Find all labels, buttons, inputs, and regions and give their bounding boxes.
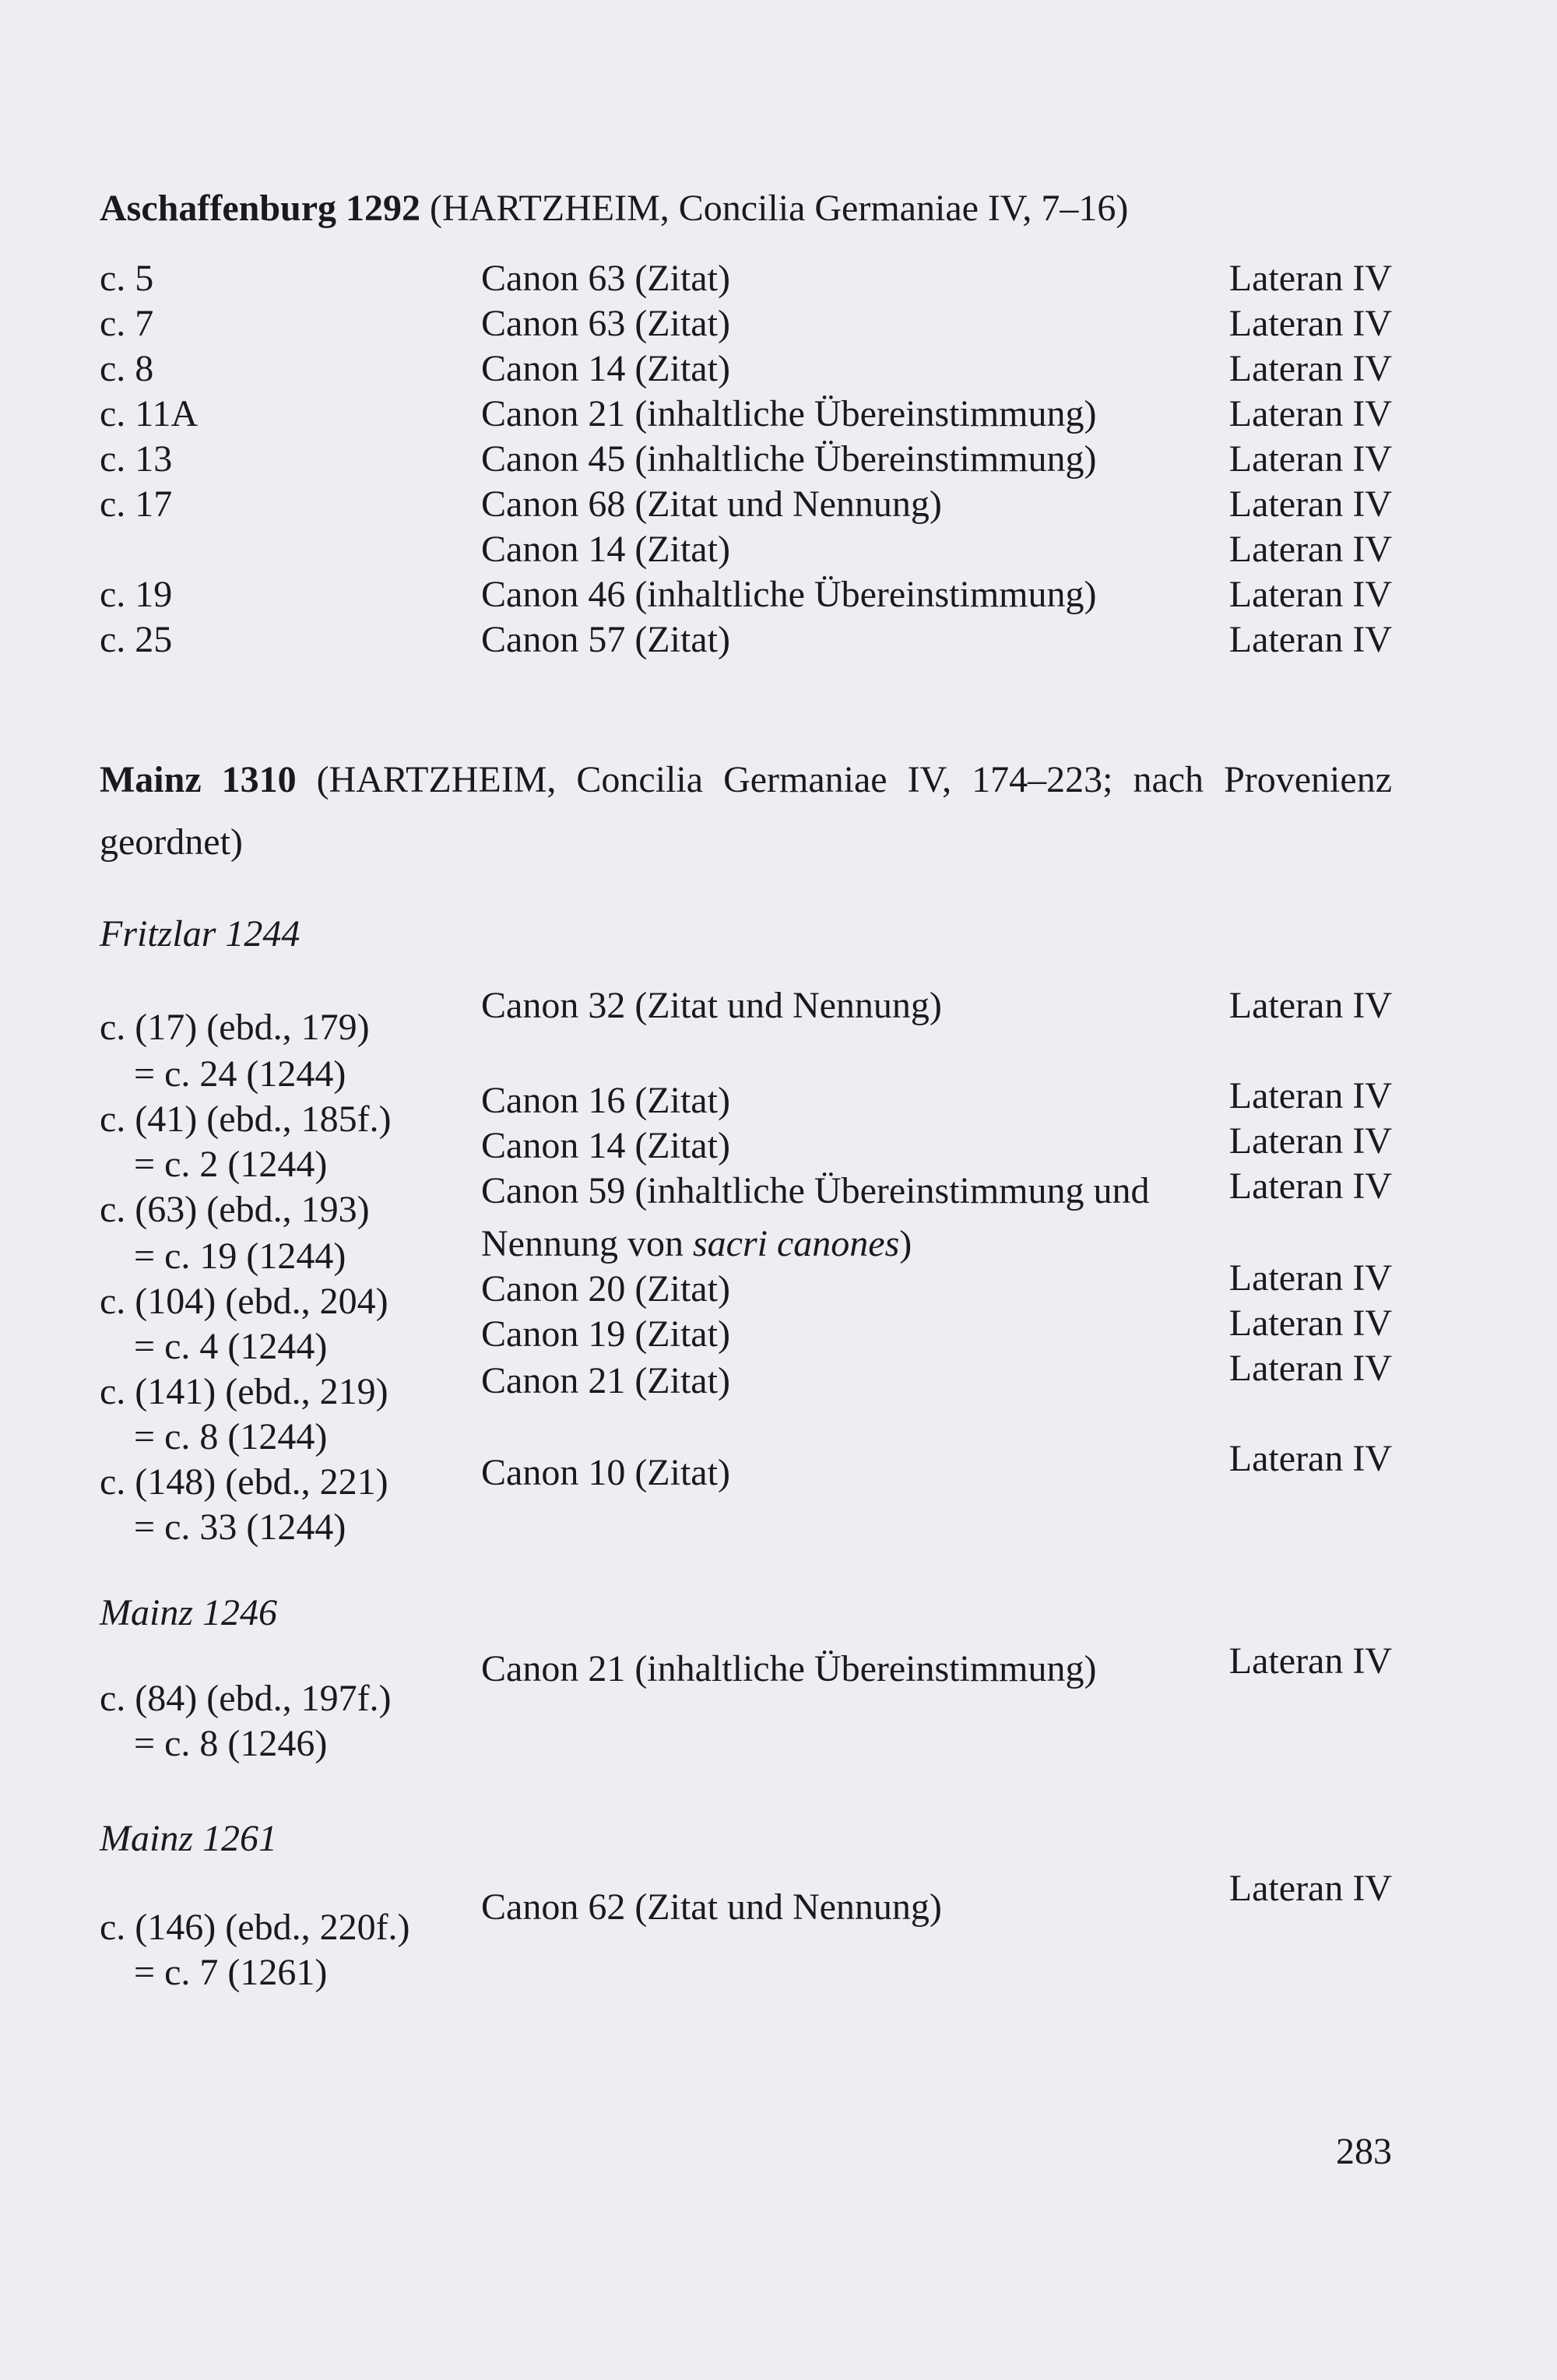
canon-ref: Canon 57 (Zitat) — [481, 619, 730, 660]
canon-ref: Canon 32 (Zitat und Nennung) — [481, 985, 942, 1026]
canon-ref: Canon 63 (Zitat) — [481, 258, 730, 299]
canon-ref: Canon 10 (Zitat) — [481, 1452, 730, 1493]
table-row — [100, 526, 1392, 573]
section-source-continuation: geordnet) — [100, 821, 243, 863]
table-row — [100, 571, 1392, 618]
table-row — [100, 301, 1392, 347]
equivalence-ref: = c. 8 (1244) — [134, 1416, 328, 1457]
table-row — [100, 255, 1392, 302]
council-ref: Lateran IV — [1228, 1640, 1392, 1682]
chapter-ref: c. (104) (ebd., 204) — [100, 1281, 388, 1322]
council-ref: Lateran IV — [1228, 985, 1392, 1026]
equivalence-ref: = c. 24 (1244) — [134, 1053, 346, 1095]
provenance-label-mainz-1261: Mainz 1261 — [100, 1818, 277, 1859]
canon-ref: Canon 68 (Zitat und Nennung) — [481, 483, 942, 525]
canon-ref: Canon 19 (Zitat) — [481, 1313, 730, 1355]
council-ref: Lateran IV — [1228, 1165, 1392, 1207]
table-row — [100, 481, 1392, 528]
table-row — [100, 1459, 1392, 1506]
council-ref: Lateran IV — [1228, 258, 1392, 299]
council-ref: Lateran IV — [1228, 1348, 1392, 1389]
council-ref: Lateran IV — [1228, 574, 1392, 615]
canon-ref: Canon 21 (inhaltliche Übereinstimmung) — [481, 1648, 1097, 1689]
canon-ref: Canon 14 (Zitat) — [481, 1125, 730, 1166]
table-row — [100, 1904, 1392, 1951]
canon-ref: Canon 59 (inhaltliche Übereinstimmung und — [481, 1170, 1150, 1211]
table-row — [100, 1675, 1392, 1722]
chapter-ref: c. 19 — [100, 574, 173, 615]
chapter-ref: c. 25 — [100, 619, 173, 660]
canon-ref: Canon 63 (Zitat) — [481, 303, 730, 344]
canon-ref: Canon 46 (inhaltliche Übereinstimmung) — [481, 574, 1097, 615]
table-row — [100, 617, 1392, 663]
table-row — [100, 346, 1392, 392]
council-ref: Lateran IV — [1228, 1075, 1392, 1116]
canon-ref: Canon 16 (Zitat) — [481, 1080, 730, 1121]
table-row — [100, 1504, 1392, 1551]
chapter-ref: c. (148) (ebd., 221) — [100, 1461, 388, 1503]
table-row — [100, 391, 1392, 438]
chapter-ref: c. (63) (ebd., 193) — [100, 1189, 370, 1230]
provenance-label-mainz-1246: Mainz 1246 — [100, 1592, 277, 1633]
chapter-ref: c. 13 — [100, 438, 173, 480]
canon-italic-term: sacri canones — [692, 1223, 900, 1264]
section-source: (HARTZHEIM, Concilia Germaniae IV, 7–16) — [430, 188, 1129, 229]
chapter-ref: c. 11A — [100, 393, 199, 434]
table-row — [100, 1369, 1392, 1415]
council-ref: Lateran IV — [1228, 1257, 1392, 1299]
section-title: Mainz 1310 — [100, 759, 297, 800]
table-row — [100, 1721, 1392, 1767]
council-ref: Lateran IV — [1228, 438, 1392, 480]
chapter-ref: c. 17 — [100, 483, 173, 525]
chapter-ref: c. 8 — [100, 348, 154, 389]
section-title: Aschaffenburg 1292 — [100, 188, 421, 229]
section-source: (HARTZHEIM, Concilia Germaniae IV, 174–223; nach Provenienz — [316, 759, 1392, 800]
canon-ref: Canon 14 (Zitat) — [481, 348, 730, 389]
council-ref: Lateran IV — [1228, 1302, 1392, 1344]
page-number: 283 — [1336, 2131, 1392, 2172]
canon-text: Nennung von — [481, 1223, 693, 1264]
equivalence-ref: = c. 19 (1244) — [134, 1236, 346, 1277]
table-row — [100, 1949, 1392, 1996]
canon-ref: Canon 20 (Zitat) — [481, 1268, 730, 1310]
canon-ref: Canon 45 (inhaltliche Übereinstimmung) — [481, 438, 1097, 480]
equivalence-ref: = c. 7 (1261) — [134, 1952, 328, 1993]
chapter-ref: c. (41) (ebd., 185f.) — [100, 1099, 392, 1140]
table-row — [100, 1004, 1392, 1051]
canon-text: ) — [899, 1223, 912, 1264]
council-ref: Lateran IV — [1228, 1868, 1392, 1909]
section-heading-mainz-1310 — [100, 757, 1392, 803]
equivalence-ref: = c. 8 (1246) — [134, 1723, 328, 1764]
equivalence-ref: = c. 33 (1244) — [134, 1506, 346, 1548]
council-ref: Lateran IV — [1228, 483, 1392, 525]
chapter-ref: c. 7 — [100, 303, 154, 344]
chapter-ref: c. 5 — [100, 258, 154, 299]
canon-ref: Canon 62 (Zitat und Nennung) — [481, 1886, 942, 1928]
council-ref: Lateran IV — [1228, 348, 1392, 389]
provenance-label-fritzlar: Fritzlar 1244 — [100, 913, 301, 954]
council-ref: Lateran IV — [1228, 1438, 1392, 1479]
equivalence-ref: = c. 4 (1244) — [134, 1326, 328, 1367]
council-ref: Lateran IV — [1228, 619, 1392, 660]
chapter-ref: c. (84) (ebd., 197f.) — [100, 1678, 392, 1719]
equivalence-ref: = c. 2 (1244) — [134, 1144, 328, 1185]
chapter-ref: c. (146) (ebd., 220f.) — [100, 1907, 410, 1948]
canon-ref: Canon 14 (Zitat) — [481, 529, 730, 570]
canon-ref: Canon 21 (Zitat) — [481, 1360, 730, 1401]
table-row — [100, 436, 1392, 483]
council-ref: Lateran IV — [1228, 1120, 1392, 1162]
chapter-ref: c. (17) (ebd., 179) — [100, 1007, 370, 1048]
chapter-ref: c. (141) (ebd., 219) — [100, 1371, 388, 1412]
canon-ref: Canon 21 (inhaltliche Übereinstimmung) — [481, 393, 1097, 434]
council-ref: Lateran IV — [1228, 393, 1392, 434]
section-heading-aschaffenburg — [100, 185, 1128, 232]
council-ref: Lateran IV — [1228, 529, 1392, 570]
council-ref: Lateran IV — [1228, 303, 1392, 344]
